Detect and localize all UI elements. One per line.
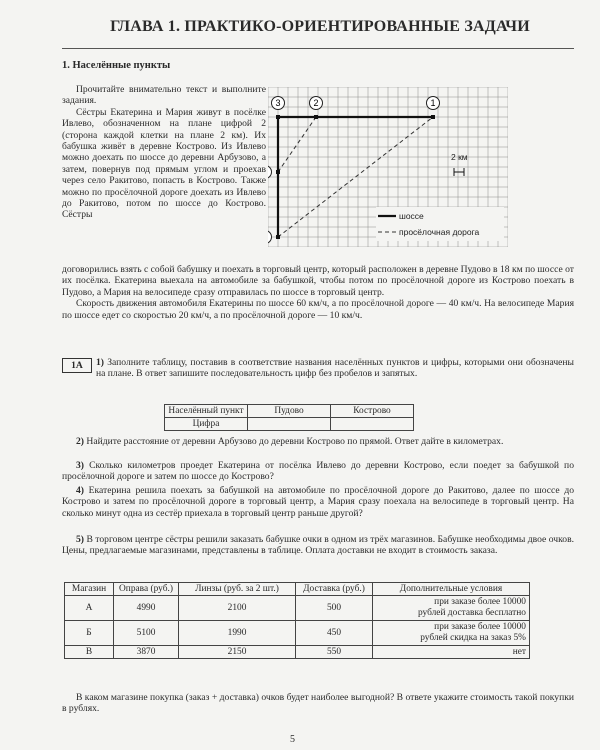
shop-conditions — [373, 596, 530, 621]
shop-frame-price: 3870 — [114, 646, 179, 659]
places-header-2: Кострово — [331, 405, 414, 418]
question-3-number: 3) — [76, 460, 84, 471]
places-answer-cell[interactable] — [331, 418, 414, 431]
question-4-text: Екатерина решила поехать за бабушкой на автомобиле по просёлочной дороге до Ракитово, далее по шоссе до Кострово и затем по просёлочной дороге в торговый центр, а Мария сразу поехала на велосипеде в торговый центр. На сколько минут одна из сестёр приехала в торговый центр раньше другой? — [62, 485, 574, 519]
places-header-1: Пудово — [248, 405, 331, 418]
shops-header-delivery: Доставка (руб.) — [296, 583, 373, 596]
shop-name: В — [65, 646, 114, 659]
question-4-number: 4) — [76, 485, 84, 496]
question-1 — [96, 357, 574, 380]
places-table — [164, 404, 414, 431]
shops-header-lenses: Линзы (руб. за 2 шт.) — [179, 583, 296, 596]
page-number: 5 — [290, 734, 295, 745]
question-2 — [62, 436, 574, 447]
map-plan — [268, 87, 508, 247]
shop-condition-line-2: рублей скидка на заказ 5% — [420, 633, 526, 643]
question-1-text: Заполните таблицу, поставив в соответствие названия населённых пунктов и цифры, которыми они обозначены на плане. В ответ запишите последовательность цифр без пробелов и запятых. — [96, 357, 574, 380]
final-question: В каком магазине покупка (заказ + доставка) очков будет наиболее выгодной? В ответе укажите стоимость такой покупки в рублях. — [62, 692, 574, 715]
question-3-text: Сколько километров проедет Екатерина от посёлка Ивлево до деревни Кострово, если поедет за бабушкой по просёлочной дороге и затем по шоссе до Кострово? — [62, 460, 574, 483]
intro-paragraph-3: Скорость движения автомобиля Екатерины по шоссе 60 км/ч, а по просёлочной дороге — 40 км/ч. На велосипеде Мария по шоссе едет со скоростью 20 км/ч, а по просёлочной дороге — 10 км/ч. — [62, 298, 574, 321]
section-title: 1. Населённые пункты — [62, 60, 171, 71]
shops-table — [64, 582, 530, 659]
places-row-label: Цифра — [165, 418, 248, 431]
shops-header-conditions: Дополнительные условия — [373, 583, 530, 596]
shop-conditions — [373, 621, 530, 646]
table-row — [65, 621, 530, 646]
places-header-0: Населённый пункт — [165, 405, 248, 418]
marker-3: 3 — [275, 98, 281, 108]
marker-2: 2 — [313, 98, 319, 108]
shop-frame-price: 4990 — [114, 596, 179, 621]
question-5-text: В торговом центре сёстры решили заказать бабушке очки в одном из трёх магазинов. Бабушке необходимы двое очков. Цены, предлагаемые магазинами, представлены в таблице. Оплата доставки не входит в стоимость заказа. — [62, 534, 575, 557]
intro-text — [62, 84, 266, 221]
table-row — [65, 646, 530, 659]
intro-paragraph-2: Сёстры Екатерина и Мария живут в посёлке Ивлево, обозначенном на плане цифрой 2 (сторона каждой клетки на плане 2 км). Их бабушка живёт в деревне Кострово. Из Ивлево можно доехать по шоссе до деревни Арбузово, а затем, повернув под прямым углом и проехав через село Ракитово, попасть в Кострово. Также можно по просёлочной дороге доехать из Ивлево до Ракитово, потом по шоссе до Кострово. Сёстры — [62, 106, 266, 221]
marker-1: 1 — [430, 98, 436, 108]
question-5 — [62, 534, 574, 557]
question-4 — [62, 485, 574, 519]
shop-condition-line-1: при заказе более 10000 — [434, 597, 526, 607]
shop-delivery-price: 450 — [296, 621, 373, 646]
shop-name: Б — [65, 621, 114, 646]
shop-name: А — [65, 596, 114, 621]
scale-label: 2 км — [451, 152, 468, 162]
shops-header-shop: Магазин — [65, 583, 114, 596]
intro-paragraph-2-cont: договорились взять с собой бабушку и поехать в торговый центр, который расположен в деревне Пудово в 18 км по шоссе от их посёлка. Екатерина выехала на автомобиле за бабушкой, чтобы потом по просёлочной дороге из Кострово поехать в Пудово, а Мария на велосипеде сразу отправилась по шоссе в торговый центр. — [62, 264, 574, 298]
places-table-row — [165, 418, 414, 431]
shop-lenses-price: 2150 — [179, 646, 296, 659]
scale-indicator — [451, 152, 468, 176]
shop-delivery-price: 500 — [296, 596, 373, 621]
shop-condition-line-1: нет — [512, 647, 526, 657]
shop-conditions — [373, 646, 530, 659]
shops-table-header — [65, 583, 530, 596]
question-3 — [62, 460, 574, 483]
story-continuation — [62, 264, 574, 321]
shop-delivery-price: 550 — [296, 646, 373, 659]
question-5-number: 5) — [76, 534, 84, 545]
intro-paragraph-1: Прочитайте внимательно текст и выполните задания. — [62, 84, 266, 107]
places-table-header — [165, 405, 414, 418]
plan-legend — [376, 207, 504, 241]
shops-header-frame: Оправа (руб.) — [114, 583, 179, 596]
shop-lenses-price: 2100 — [179, 596, 296, 621]
legend-dirt-road: просёлочная дорога — [399, 227, 480, 237]
question-2-number: 2) — [76, 436, 84, 447]
task-label: 1А — [62, 358, 92, 373]
shop-frame-price: 5100 — [114, 621, 179, 646]
question-2-text: Найдите расстояние от деревни Арбузово до деревни Кострово по прямой. Ответ дайте в километрах. — [86, 436, 504, 447]
question-1-number: 1) — [96, 357, 104, 368]
header-rule — [62, 48, 574, 49]
places-answer-cell[interactable] — [248, 418, 331, 431]
chapter-title: ГЛАВА 1. ПРАКТИКО-ОРИЕНТИРОВАННЫЕ ЗАДАЧИ — [110, 18, 530, 35]
shop-condition-line-1: при заказе более 10000 — [434, 622, 526, 632]
shop-condition-line-2: рублей доставка бесплатно — [417, 608, 526, 618]
table-row — [65, 596, 530, 621]
shop-lenses-price: 1990 — [179, 621, 296, 646]
legend-highway: шоссе — [399, 211, 424, 221]
